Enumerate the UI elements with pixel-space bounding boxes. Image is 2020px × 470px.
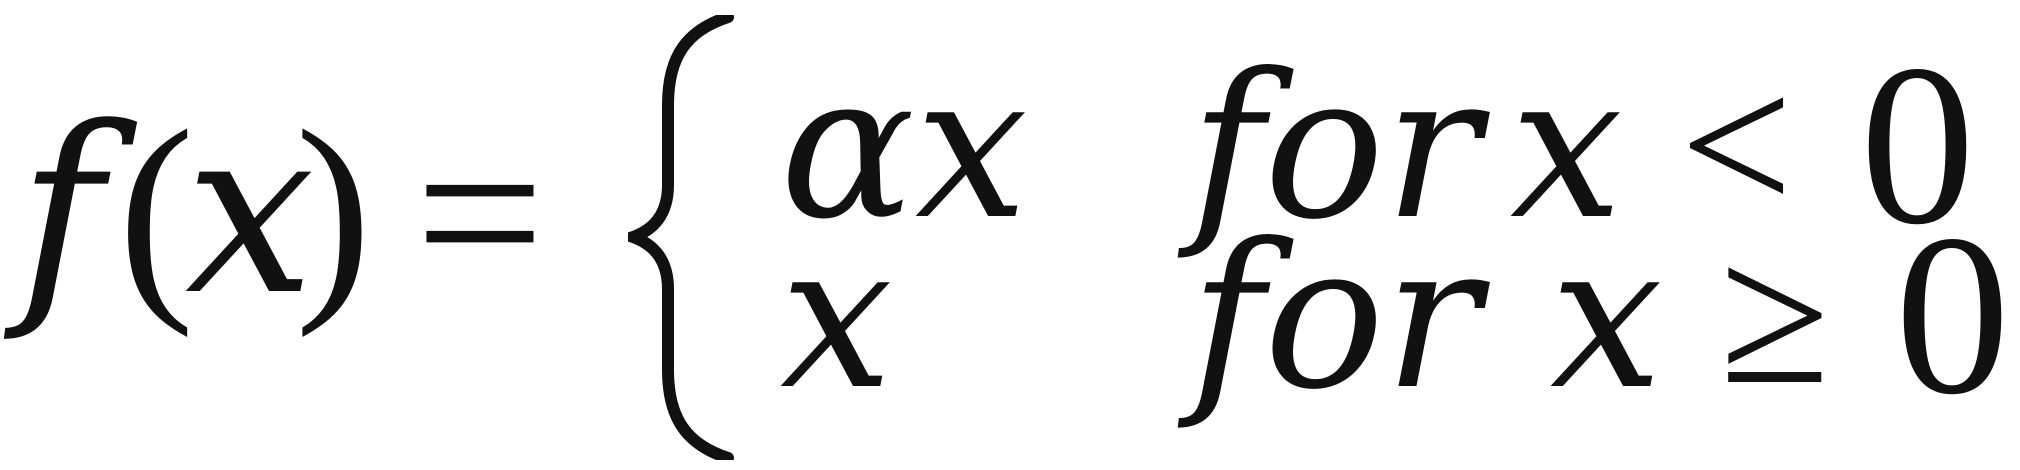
case-2-value: 0 [1895, 187, 2010, 442]
case-2-variable: x [1550, 201, 1663, 434]
open-paren: ( [118, 83, 195, 338]
case-2-for: for [1190, 201, 1481, 434]
case-1-value: 0 [1860, 17, 1975, 272]
left-brace [628, 15, 748, 460]
case-2-expression: x [780, 201, 893, 434]
case-1-expression: αx [780, 31, 1028, 264]
close-paren: ) [295, 83, 372, 338]
function-name: f [18, 79, 104, 346]
case-1-less-than: < [1680, 35, 1793, 256]
case-1-variable: x [1510, 31, 1623, 264]
equals-sign: = [415, 85, 545, 340]
function-variable: x [185, 79, 315, 346]
case-1-for: for [1190, 31, 1481, 264]
case-2-greater-equal: ≥ [1720, 205, 1830, 426]
